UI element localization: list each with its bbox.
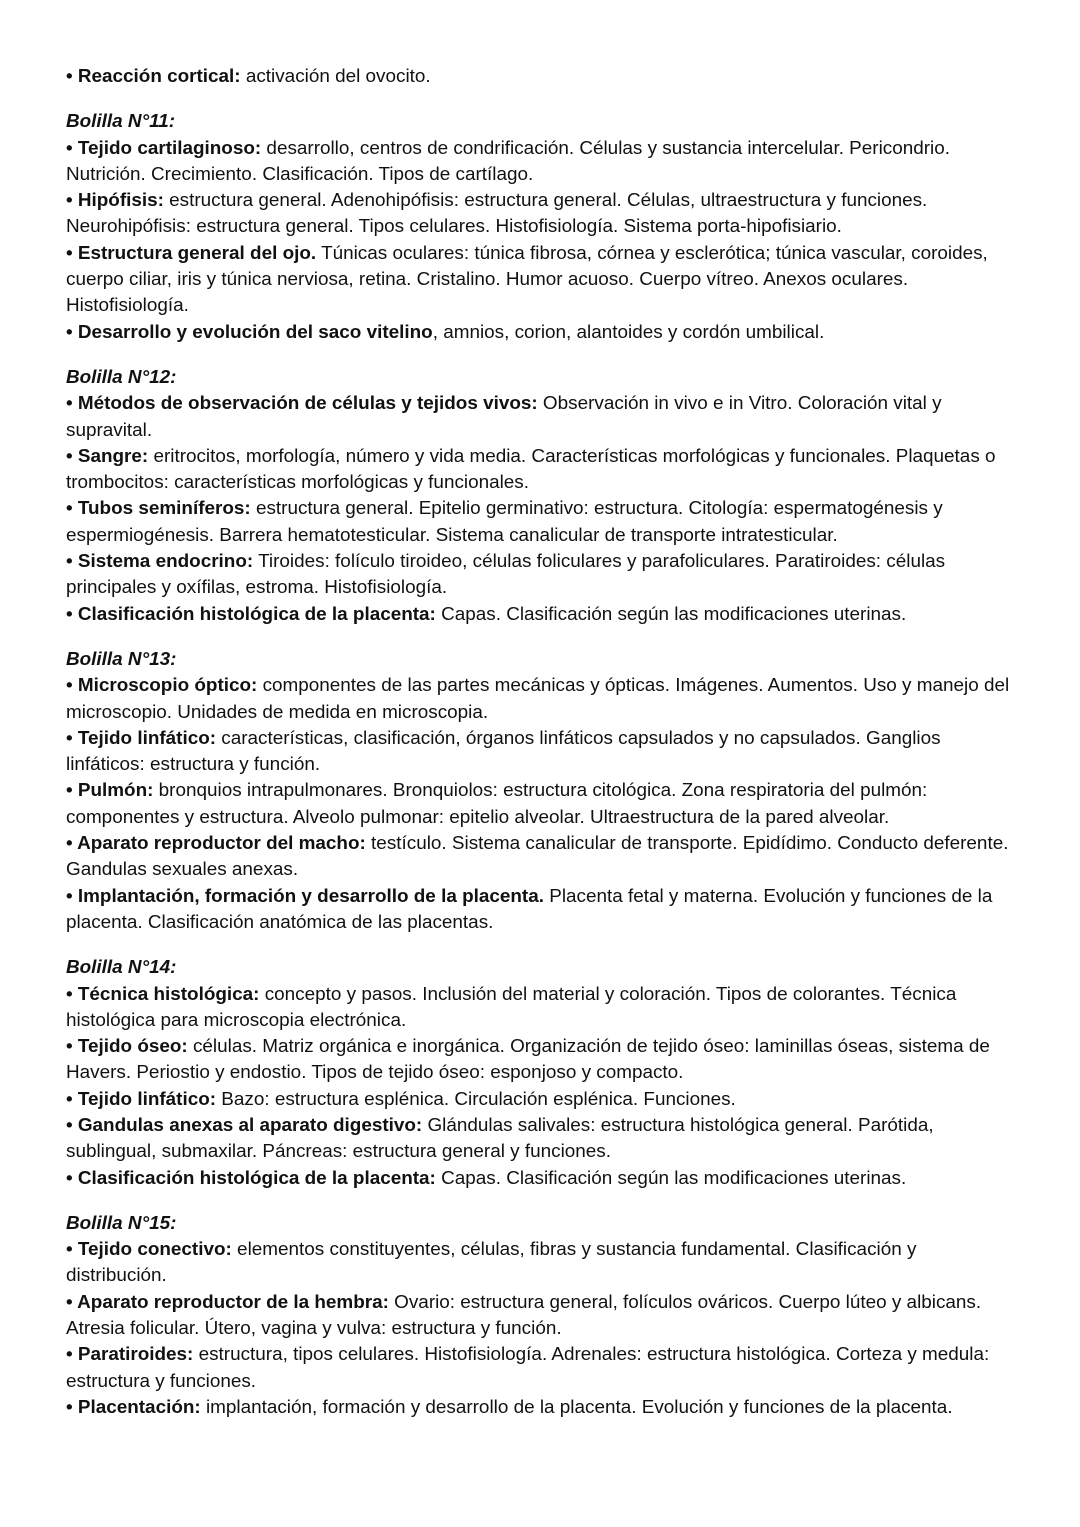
topic-title: • Hipófisis: [66,190,164,212]
topic-title: • Tejido óseo: [66,1036,188,1058]
topic-description: testículo. Sistema canalicular de transporte. Epidídimo. Conducto deferente. Gandulas sexuales anexas. [66,833,1009,881]
bolilla-section [66,109,1011,346]
topic-item [66,1342,1011,1395]
topic-description: Capas. Clasificación según las modificaciones uterinas. [435,603,907,625]
section-heading: Bolilla N°12: [66,366,177,388]
topic-description: Placenta fetal y materna. Evolución y funciones de la placenta. Clasificación anatómica de las placentas. [66,885,993,933]
section-heading: Bolilla N°13: [66,648,177,670]
topic-description: estructura, tipos celulares. Histofisiología. Adrenales: estructura histológica. Corteza y medula: estructura y funciones. [66,1344,990,1392]
topic-description: Capas. Clasificación según las modificaciones uterinas. [435,1167,907,1189]
topic-item [66,1034,1011,1087]
topic-item [66,549,1011,602]
topic-title: • Implantación, formación y desarrollo de la placenta. [66,885,544,907]
topic-item [66,188,1011,241]
topic-title: • Tejido linfático: [66,1088,217,1110]
intro-item: • Reacción cortical: activación del ovocito. [66,66,431,87]
topic-title: • Tejido conectivo: [66,1239,232,1261]
topic-title: • Aparato reproductor del macho: [66,833,366,855]
topic-description: Bazo: estructura esplénica. Circulación esplénica. Funciones. [216,1088,736,1110]
topic-title: • Sistema endocrino: [66,551,254,573]
topic-item [66,726,1011,779]
topic-item [66,1087,1011,1113]
topic-item [66,673,1011,726]
topic-item [66,884,1011,937]
bolilla-section [66,647,1011,936]
topic-item [66,602,1011,628]
topic-description: implantación, formación y desarrollo de la placenta. Evolución y funciones de la placenta. [200,1396,953,1418]
topic-description: concepto y pasos. Inclusión del material y coloración. Tipos de colorantes. Técnica histológica para microscopia electrónica. [66,983,957,1031]
topic-description: , amnios, corion, alantoides y cordón umbilical. [432,321,825,343]
topic-description: Túnicas oculares: túnica fibrosa, córnea y esclerótica; túnica vascular, coroides, cuerpo ciliar, iris y túnica nerviosa, retina. Cristalino. Humor acuoso. Cuerpo vítreo. Anexos oculares. Histofisiología. [66,242,988,317]
topic-item [66,136,1011,189]
topic-description: estructura general. Adenohipófisis: estructura general. Células, ultraestructura y funciones. Neurohipófisis: estructura general. Tipos celulares. Histofisiología. Sistema porta-hipofisiario. [66,190,928,238]
topic-title: • Aparato reproductor de la hembra: [66,1291,389,1313]
topic-title: • Placentación: [66,1396,201,1418]
topic-description: componentes de las partes mecánicas y ópticas. Imágenes. Aumentos. Uso y manejo del microscopio. Unidades de medida en microscopia. [66,675,1010,723]
topic-description: Glándulas salivales: estructura histológica general. Parótida, sublingual, submaxilar. Páncreas: estructura general y funciones. [66,1114,934,1163]
topic-description: Ovario: estructura general, folículos ováricos. Cuerpo lúteo y albicans. Atresia folicular. Útero, vagina y vulva: estructura y función. [66,1291,982,1340]
topic-title: • Tubos seminíferos: [66,498,251,520]
topic-description: células. Matriz orgánica e inorgánica. Organización de tejido óseo: laminillas óseas, sistema de Havers. Periostio y endostio. Tipos de tejido óseo: esponjoso y compacto. [66,1036,990,1084]
topic-title: • Microscopio óptico: [66,675,258,697]
topic-title: • Estructura general del ojo. [66,242,317,264]
topic-item [66,391,1011,444]
topic-item [66,320,1011,346]
section-heading: Bolilla N°11: [66,111,176,133]
topic-item [66,1290,1011,1343]
topic-description: características, clasificación, órganos linfáticos capsulados y no capsulados. Ganglios linfáticos: estructura y función. [66,727,941,776]
topic-title: • Sangre: [66,445,149,467]
topic-title: • Tejido cartilaginoso: [66,137,262,159]
topic-item [66,982,1011,1035]
topic-title: • Clasificación histológica de la placenta: [66,603,436,625]
bolilla-section [66,955,1011,1192]
topic-description: estructura general. Epitelio germinativo: estructura. Citología: espermatogénesis y espermiogénesis. Barrera hematotesticular. Sistema canalicular de transporte intratesticular. [66,498,943,546]
topic-item [66,778,1011,831]
topic-description: Observación in vivo e in Vitro. Coloración vital y supravital. [66,393,942,441]
topic-title: • Clasificación histológica de la placenta: [66,1167,436,1189]
topic-title: • Técnica histológica: [66,983,260,1005]
bolilla-section [66,1211,1011,1421]
topic-title: • Pulmón: [66,780,154,802]
topic-title: • Métodos de observación de células y tejidos vivos: [66,393,538,415]
topic-description: eritrocitos, morfología, número y vida media. Características morfológicas y funcionales. Plaquetas o trombocitos: características morfológicas y funcionales. [66,445,996,494]
topic-title: • Tejido linfático: [66,727,217,749]
topic-item [66,1237,1011,1290]
bolilla-section [66,365,1011,628]
topic-item [66,444,1011,497]
topic-description: bronquios intrapulmonares. Bronquiolos: estructura citológica. Zona respiratoria del pulmón: componentes y estructura. Alveolo pulmonar: epitelio alveolar. Ultraestructura de la pared alveolar. [66,780,928,828]
topic-item [66,1113,1011,1166]
section-heading: Bolilla N°14: [66,957,177,979]
topic-item [66,1395,1011,1421]
topic-title: • Paratiroides: [66,1344,194,1366]
section-heading: Bolilla N°15: [66,1212,177,1234]
topic-description: elementos constituyentes, células, fibras y sustancia fundamental. Clasificación y distribución. [66,1239,917,1287]
topic-item [66,831,1011,884]
topic-item [66,241,1011,320]
topic-item [66,496,1011,549]
topic-description: Tiroides: folículo tiroideo, células foliculares y parafoliculares. Paratiroides: células principales y oxífilas, estroma. Histofisiología. [66,551,946,599]
topic-description: desarrollo, centros de condrificación. Células y sustancia intercelular. Pericondrio. Nutrición. Crecimiento. Clasificación. Tipos de cartílago. [66,137,950,185]
topic-title: • Desarrollo y evolución del saco vitelino [66,321,433,343]
topic-title: • Gandulas anexas al aparato digestivo: [66,1114,423,1136]
topic-item [66,1166,1011,1192]
